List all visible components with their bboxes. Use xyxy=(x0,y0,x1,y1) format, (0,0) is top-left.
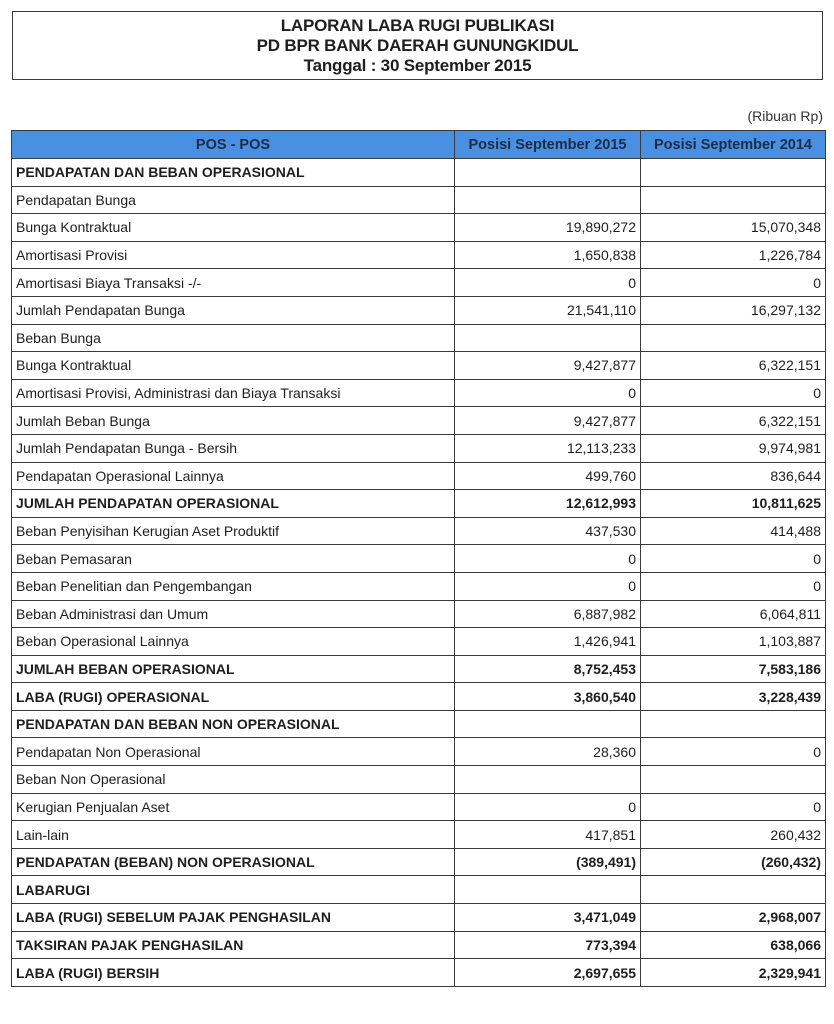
value-2015: 3,471,049 xyxy=(455,904,641,932)
table-row xyxy=(12,628,826,656)
column-header-2015: Posisi September 2015 xyxy=(455,131,641,159)
value-2014: 0 xyxy=(641,545,826,573)
value-2014: 3,228,439 xyxy=(641,683,826,711)
value-2015: 0 xyxy=(455,379,641,407)
company-name: PD BPR BANK DAERAH GUNUNGKIDUL xyxy=(256,36,579,55)
row-label: Beban Penelitian dan Pengembangan xyxy=(12,572,455,600)
value-2015: 0 xyxy=(455,572,641,600)
income-statement-table xyxy=(11,130,826,987)
value-2014: (260,432) xyxy=(641,848,826,876)
table-row xyxy=(12,407,826,435)
table-row xyxy=(12,434,826,462)
value-2015: (389,491) xyxy=(455,848,641,876)
row-label: Amortisasi Provisi xyxy=(12,241,455,269)
row-label: Bunga Kontraktual xyxy=(12,352,455,380)
value-2014: 638,066 xyxy=(641,931,826,959)
value-2014: 9,974,981 xyxy=(641,434,826,462)
table-row xyxy=(12,710,826,738)
value-2015: 3,860,540 xyxy=(455,683,641,711)
table-row xyxy=(12,269,826,297)
value-2015 xyxy=(455,876,641,904)
report-date: Tanggal : 30 September 2015 xyxy=(303,56,532,75)
table-row xyxy=(12,600,826,628)
value-2015 xyxy=(455,186,641,214)
value-2014 xyxy=(641,876,826,904)
value-2015: 6,887,982 xyxy=(455,600,641,628)
value-2014: 15,070,348 xyxy=(641,214,826,242)
value-2014: 10,811,625 xyxy=(641,490,826,518)
report-title: LAPORAN LABA RUGI PUBLIKASI xyxy=(280,16,555,35)
value-2014: 0 xyxy=(641,793,826,821)
value-2014: 6,322,151 xyxy=(641,407,826,435)
row-label: Pendapatan Non Operasional xyxy=(12,738,455,766)
value-2015: 437,530 xyxy=(455,517,641,545)
row-label: Jumlah Pendapatan Bunga - Bersih xyxy=(12,434,455,462)
value-2014: 260,432 xyxy=(641,821,826,849)
row-label: Lain-lain xyxy=(12,821,455,849)
value-2015 xyxy=(455,159,641,187)
row-label: PENDAPATAN DAN BEBAN NON OPERASIONAL xyxy=(12,710,455,738)
value-2015: 9,427,877 xyxy=(455,407,641,435)
table-row xyxy=(12,821,826,849)
table-row xyxy=(12,738,826,766)
value-2015: 773,394 xyxy=(455,931,641,959)
value-2015 xyxy=(455,324,641,352)
value-2014: 0 xyxy=(641,269,826,297)
row-label: Beban Administrasi dan Umum xyxy=(12,600,455,628)
table-row xyxy=(12,490,826,518)
value-2014: 16,297,132 xyxy=(641,296,826,324)
value-2015: 2,697,655 xyxy=(455,959,641,987)
table-row xyxy=(12,683,826,711)
row-label: LABA (RUGI) SEBELUM PAJAK PENGHASILAN xyxy=(12,904,455,932)
table-row xyxy=(12,462,826,490)
value-2015: 28,360 xyxy=(455,738,641,766)
value-2014 xyxy=(641,324,826,352)
table-row xyxy=(12,959,826,987)
row-label: Beban Non Operasional xyxy=(12,766,455,794)
value-2015: 417,851 xyxy=(455,821,641,849)
value-2014: 1,226,784 xyxy=(641,241,826,269)
table-row xyxy=(12,296,826,324)
table-row xyxy=(12,848,826,876)
value-2014: 2,968,007 xyxy=(641,904,826,932)
table-row xyxy=(12,572,826,600)
row-label: PENDAPATAN DAN BEBAN OPERASIONAL xyxy=(12,159,455,187)
table-body xyxy=(12,159,826,987)
row-label: Beban Bunga xyxy=(12,324,455,352)
value-2014: 414,488 xyxy=(641,517,826,545)
row-label: LABA (RUGI) BERSIH xyxy=(12,959,455,987)
row-label: Jumlah Beban Bunga xyxy=(12,407,455,435)
table-header-row xyxy=(12,131,826,159)
row-label: LABA (RUGI) OPERASIONAL xyxy=(12,683,455,711)
value-2015: 0 xyxy=(455,793,641,821)
table-row xyxy=(12,931,826,959)
row-label: Kerugian Penjualan Aset xyxy=(12,793,455,821)
row-label: Jumlah Pendapatan Bunga xyxy=(12,296,455,324)
table-row xyxy=(12,517,826,545)
value-2015 xyxy=(455,710,641,738)
row-label: Bunga Kontraktual xyxy=(12,214,455,242)
value-2015: 499,760 xyxy=(455,462,641,490)
value-2015: 1,426,941 xyxy=(455,628,641,656)
table-row xyxy=(12,241,826,269)
table-row xyxy=(12,876,826,904)
row-label: JUMLAH BEBAN OPERASIONAL xyxy=(12,655,455,683)
value-2014 xyxy=(641,766,826,794)
value-2015: 21,541,110 xyxy=(455,296,641,324)
table-row xyxy=(12,655,826,683)
row-label: JUMLAH PENDAPATAN OPERASIONAL xyxy=(12,490,455,518)
value-2014: 0 xyxy=(641,738,826,766)
currency-unit-label: (Ribuan Rp) xyxy=(747,108,823,124)
value-2014 xyxy=(641,710,826,738)
table-row xyxy=(12,545,826,573)
value-2015: 12,113,233 xyxy=(455,434,641,462)
row-label: Pendapatan Operasional Lainnya xyxy=(12,462,455,490)
value-2014: 1,103,887 xyxy=(641,628,826,656)
value-2014: 836,644 xyxy=(641,462,826,490)
row-label: PENDAPATAN (BEBAN) NON OPERASIONAL xyxy=(12,848,455,876)
table-row xyxy=(12,379,826,407)
row-label: Pendapatan Bunga xyxy=(12,186,455,214)
value-2014 xyxy=(641,186,826,214)
column-header-2014: Posisi September 2014 xyxy=(641,131,826,159)
value-2014: 6,064,811 xyxy=(641,600,826,628)
table-row xyxy=(12,904,826,932)
row-label: Amortisasi Biaya Transaksi -/- xyxy=(12,269,455,297)
table-row xyxy=(12,766,826,794)
report-title-box xyxy=(12,11,823,80)
value-2015: 9,427,877 xyxy=(455,352,641,380)
table-row xyxy=(12,214,826,242)
row-label: Amortisasi Provisi, Administrasi dan Biaya Transaksi xyxy=(12,379,455,407)
row-label: TAKSIRAN PAJAK PENGHASILAN xyxy=(12,931,455,959)
value-2015 xyxy=(455,766,641,794)
table-row xyxy=(12,186,826,214)
value-2014: 0 xyxy=(641,572,826,600)
column-header-items: POS - POS xyxy=(12,131,455,159)
table-row xyxy=(12,352,826,380)
value-2014: 6,322,151 xyxy=(641,352,826,380)
value-2014: 7,583,186 xyxy=(641,655,826,683)
value-2015: 0 xyxy=(455,269,641,297)
table-row xyxy=(12,793,826,821)
row-label: Beban Penyisihan Kerugian Aset Produktif xyxy=(12,517,455,545)
table-row xyxy=(12,324,826,352)
value-2015: 8,752,453 xyxy=(455,655,641,683)
value-2015: 0 xyxy=(455,545,641,573)
value-2015: 19,890,272 xyxy=(455,214,641,242)
value-2015: 1,650,838 xyxy=(455,241,641,269)
row-label: Beban Operasional Lainnya xyxy=(12,628,455,656)
table-row xyxy=(12,159,826,187)
value-2014 xyxy=(641,159,826,187)
value-2014: 0 xyxy=(641,379,826,407)
value-2015: 12,612,993 xyxy=(455,490,641,518)
value-2014: 2,329,941 xyxy=(641,959,826,987)
row-label: LABARUGI xyxy=(12,876,455,904)
row-label: Beban Pemasaran xyxy=(12,545,455,573)
